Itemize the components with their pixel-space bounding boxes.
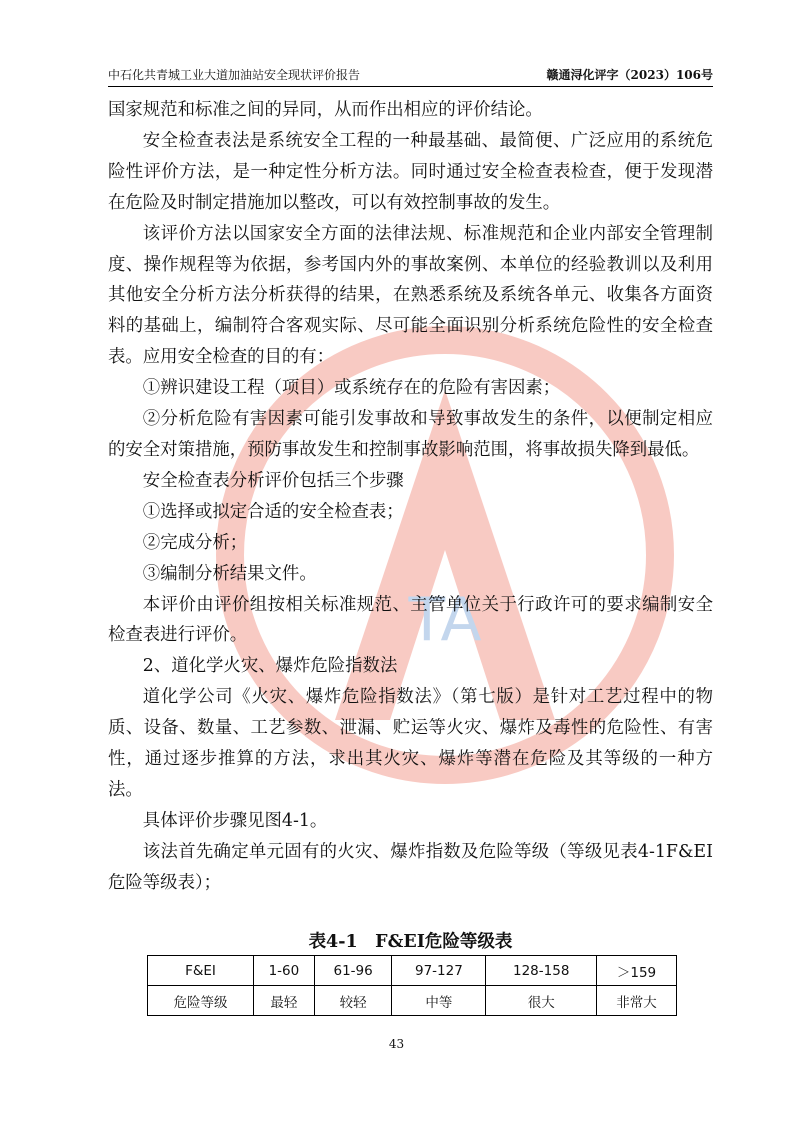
table-row	[148, 986, 677, 1016]
stamp-logo-letter: TA	[408, 585, 482, 655]
table-cell: 较轻	[314, 986, 392, 1016]
paragraph: 该评价方法以国家安全方面的法律法规、标准规范和企业内部安全管理制度、操作规程等为依据，参考国内外的事故案例、本单位的经验教训以及利用其他安全分析方法分析获得的结果，在熟悉系统及系统各单元、收集各方面资料的基础上，编制符合客观实际、尽可能全面识别分析系统危险性的安全检查表。应用安全检查的目的有：	[108, 223, 713, 368]
page-number: 43	[388, 1037, 405, 1051]
section-heading: 2、道化学火灾、爆炸危险指数法	[142, 656, 398, 677]
table-title: 表4-1 F&EI危险等级表	[308, 932, 513, 952]
page-header	[108, 66, 713, 87]
fei-grade-table	[147, 955, 677, 1016]
table-cell: 97-127	[392, 956, 486, 986]
table-cell: 1-60	[253, 956, 314, 986]
table-cell: ＞159	[597, 956, 677, 986]
table-row	[148, 956, 677, 986]
table-cell: 很大	[486, 986, 597, 1016]
header-report-number: 赣通浔化评字（2023）106号	[546, 68, 713, 82]
list-item: ①选择或拟定合适的安全检查表；	[142, 501, 404, 522]
paragraph: 安全检查表分析评价包括三个步骤	[142, 470, 404, 491]
list-item: ①辨识建设工程（项目）或系统存在的危险有害因素；	[142, 378, 561, 399]
paragraph: 该法首先确定单元固有的火灾、爆炸指数及危险等级（等级见表4-1F&EI危险等级表）；	[108, 841, 713, 893]
table-cell: F&EI	[148, 956, 254, 986]
paragraph: 道化学公司《火灾、爆炸危险指数法》（第七版）是针对工艺过程中的物质、设备、数量、工艺参数、泄漏、贮运等火灾、爆炸及毒性的危险性、有害性，通过逐步推算的方法，求出其火灾、爆炸等潜在危险及其等级的一种方法。	[108, 687, 713, 800]
list-item: ③编制分析结果文件。	[142, 563, 317, 584]
list-item: ②分析危险有害因素可能引发事故和导致事故发生的条件，以便制定相应的安全对策措施，预防事故发生和控制事故影响范围，将事故损失降到最低。	[108, 409, 713, 460]
table-cell: 61-96	[314, 956, 392, 986]
header-report-title: 中石化共青城工业大道加油站安全现状评价报告	[108, 68, 361, 82]
table-cell: 危险等级	[148, 986, 254, 1016]
list-item: ②完成分析；	[142, 532, 248, 553]
table-cell: 中等	[392, 986, 486, 1016]
table-cell: 128-158	[486, 956, 597, 986]
table-cell: 非常大	[597, 986, 677, 1016]
paragraph: 具体评价步骤见图4-1。	[142, 810, 328, 831]
table-cell: 最轻	[253, 986, 314, 1016]
paragraph: 安全检查表法是系统安全工程的一种最基础、最简便、广泛应用的系统危险性评价方法，是一种定性分析方法。同时通过安全检查表检查，便于发现潜在危险及时制定措施加以整改，可以有效控制事故的发生。	[108, 130, 713, 213]
body-text	[108, 95, 713, 899]
paragraph: 国家规范和标准之间的异同，从而作出相应的评价结论。	[108, 100, 543, 120]
paragraph: 本评价由评价组按相关标准规范、主管单位关于行政许可的要求编制安全检查表进行评价。	[108, 594, 713, 646]
